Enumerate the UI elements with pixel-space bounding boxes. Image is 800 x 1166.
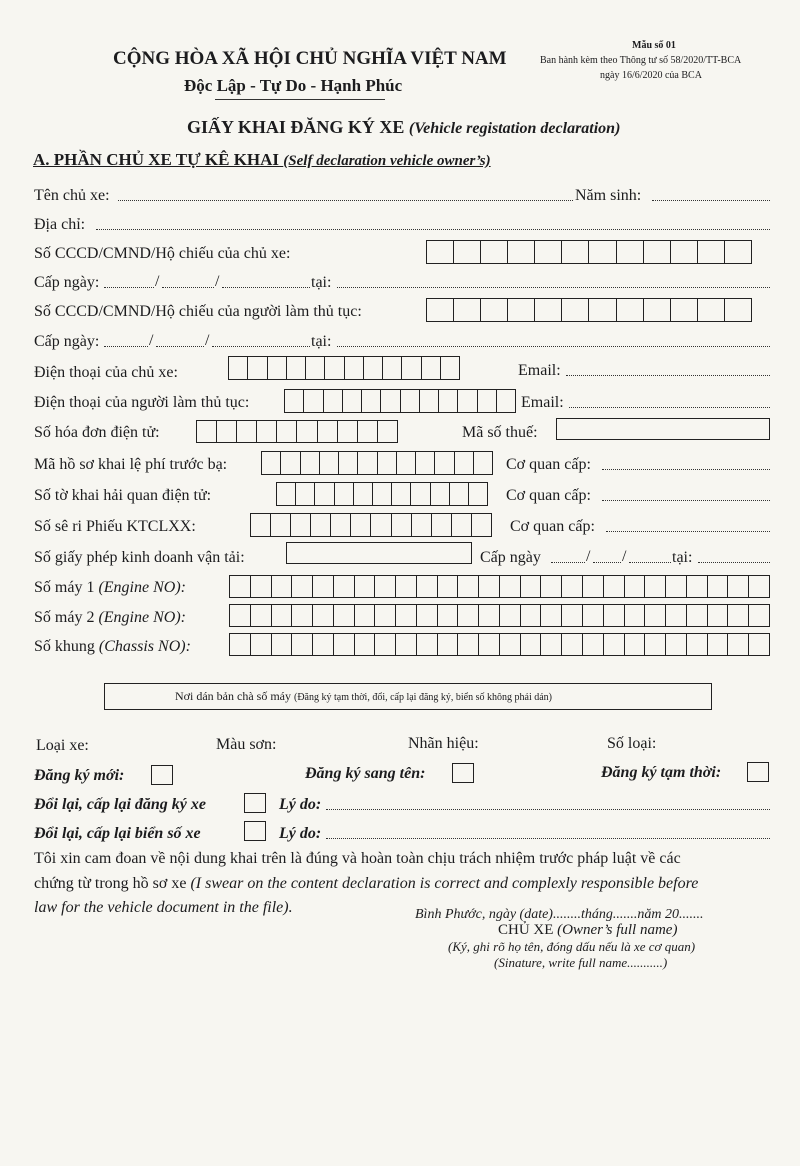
birth-year-label: Năm sinh: [575,187,642,204]
slash-2b: / [205,332,210,349]
section-a-title: A. PHẦN CHỦ XE TỰ KÊ KHAI [33,150,280,169]
issue-place-2-label: tại: [311,333,332,350]
engine-2-cells[interactable] [229,604,770,627]
signature-note-vi: (Ký, ghi rõ họ tên, đóng dấu nếu là xe cơ quan) [448,939,696,954]
issuer-2-label: Cơ quan cấp: [506,487,591,504]
temporary-registration-checkbox[interactable] [747,762,769,782]
chassis-label [34,638,191,656]
transport-license-label: Số giấy phép kinh doanh vận tải: [34,549,245,566]
engine-2-label-en: (Engine NO): [98,609,186,626]
invoice-label: Số hóa đơn điện tử: [34,424,160,441]
owner-name-label: Tên chủ xe: [34,187,110,204]
issuer-1-label: Cơ quan cấp: [506,456,591,473]
tax-code-input[interactable] [556,418,770,440]
form-title [187,117,620,138]
engine-rubbing-note: (Đăng ký tạm thời, đổi, cấp lại đăng ký, biển số không phải dán) [293,692,552,703]
declaration-line-2 [34,875,698,893]
engine-1-cells[interactable] [229,575,770,598]
issue-place-3-field[interactable] [698,562,770,563]
issue-day-2-field[interactable] [104,346,148,347]
ktclxx-label: Số sê ri Phiếu KTCLXX: [34,518,196,535]
declaration-line-2-vi: chứng từ trong hồ sơ xe [34,875,187,892]
reason-1-field[interactable] [326,809,770,810]
engine-rubbing-title: Nơi dán bản chà số máy [175,689,291,703]
slash-3b: / [622,548,627,565]
chassis-label-vi: Số khung [34,638,95,655]
issuer-3-field[interactable] [606,531,770,532]
agent-phone-label: Điện thoại của người làm thủ tục: [34,394,250,411]
fee-code-cells[interactable] [261,451,493,475]
reissue-plate-label: Đổi lại, cấp lại biển số xe [34,825,201,842]
issue-date-2-label: Cấp ngày: [34,333,100,350]
motto-underline [215,99,385,100]
agent-id-label: Số CCCD/CMND/Hộ chiếu của người làm thủ tục: [34,303,362,320]
reissue-plate-checkbox[interactable] [244,821,266,841]
form-issued-date: ngày 16/6/2020 của BCA [600,70,702,81]
issuer-1-field[interactable] [602,469,770,470]
issue-year-3-field[interactable] [629,562,671,563]
chassis-label-en: (Chassis NO): [98,638,191,655]
engine-1-label-vi: Số máy 1 [34,579,95,596]
email-1-label: Email: [518,362,561,379]
owner-phone-label: Điện thoại của chủ xe: [34,364,178,381]
issue-place-3-label: tại: [672,549,693,566]
issue-place-2-field[interactable] [337,346,770,347]
transport-license-input[interactable] [286,542,472,564]
engine-1-label [34,579,186,597]
vehicle-color-label: Màu sơn: [216,736,277,753]
new-registration-label: Đăng ký mới: [34,767,125,784]
declaration-line-2-en: (I swear on the content declaration is correct and complexly responsible before [190,875,699,892]
slash-3a: / [586,548,591,565]
email-2-field[interactable] [569,407,770,408]
slash-2a: / [149,332,154,349]
engine-2-label [34,609,186,627]
slash-1b: / [215,273,220,290]
form-title-en: (Vehicle registation declaration) [408,120,621,137]
customs-cells[interactable] [276,482,488,506]
ktclxx-cells[interactable] [250,513,492,537]
issuer-3-label: Cơ quan cấp: [510,518,595,535]
issue-month-3-field[interactable] [593,562,621,563]
birth-year-field[interactable] [652,200,770,201]
issue-date-3-label: Cấp ngày [480,549,541,566]
signature-note-en: (Sinature, write full name...........) [494,955,668,970]
email-2-label: Email: [521,394,564,411]
owner-id-label: Số CCCD/CMND/Hộ chiếu của chủ xe: [34,245,291,262]
issue-year-2-field[interactable] [212,346,310,347]
reissue-registration-label: Đổi lại, cấp lại đăng ký xe [34,796,206,813]
transfer-registration-label: Đăng ký sang tên: [305,765,426,782]
issue-month-1-field[interactable] [162,287,214,288]
address-label: Địa chỉ: [34,216,86,233]
vehicle-brand-label: Nhãn hiệu: [408,735,479,752]
invoice-cells[interactable] [196,420,398,443]
engine-1-label-en: (Engine NO): [98,579,186,596]
form-number: Mẫu số 01 [632,40,676,51]
address-field[interactable] [96,229,770,230]
country-name: CỘNG HÒA XÃ HỘI CHỦ NGHĨA VIỆT NAM [113,48,507,69]
issue-place-1-field[interactable] [337,287,770,288]
reason-2-label: Lý do: [279,825,322,842]
owner-id-cells[interactable] [426,240,752,264]
form-title-vi: GIẤY KHAI ĐĂNG KÝ XE [187,117,405,137]
vehicle-model-label: Số loại: [607,735,657,752]
signature-owner [498,922,677,939]
owner-name-field[interactable] [118,200,573,201]
declaration-line-1: Tôi xin cam đoan về nội dung khai trên là đúng và hoàn toàn chịu trách nhiệm trước pháp luật về các [34,850,681,867]
signature-owner-en: (Owner’s full name) [557,922,678,938]
chassis-cells[interactable] [229,633,770,656]
signature-owner-vi: CHỦ XE [498,922,554,938]
issue-month-2-field[interactable] [156,346,204,347]
fee-code-label: Mã hồ sơ khai lệ phí trước bạ: [34,456,228,473]
issue-day-1-field[interactable] [104,287,154,288]
transfer-registration-checkbox[interactable] [452,763,474,783]
reason-2-field[interactable] [326,838,770,839]
signature-place-date: Bình Phước, ngày (date)........tháng.......năm 20....... [415,907,704,922]
form-issued-by: Ban hành kèm theo Thông tư số 58/2020/TT-BCA [540,55,742,66]
issue-date-1-label: Cấp ngày: [34,274,100,291]
new-registration-checkbox[interactable] [151,765,173,785]
email-1-field[interactable] [566,375,770,376]
national-motto: Độc Lập - Tự Do - Hạnh Phúc [184,76,403,95]
issue-place-1-label: tại: [311,274,332,291]
temporary-registration-label: Đăng ký tạm thời: [601,764,722,781]
vehicle-type-label: Loại xe: [36,737,89,754]
tax-code-label: Mã số thuế: [462,424,538,441]
owner-phone-cells[interactable] [228,356,460,380]
agent-phone-cells[interactable] [284,389,516,413]
declaration-line-3: law for the vehicle document in the file). [34,899,293,916]
issue-day-3-field[interactable] [551,562,585,563]
issue-year-1-field[interactable] [222,287,310,288]
section-a-heading [33,150,491,170]
section-a-title-en: (Self declaration vehicle owner’s) [283,153,491,169]
customs-label: Số tờ khai hải quan điện tử: [34,487,212,504]
agent-id-cells[interactable] [426,298,752,322]
engine-rubbing-label [175,689,552,704]
slash-1a: / [155,273,160,290]
engine-2-label-vi: Số máy 2 [34,609,95,626]
reason-1-label: Lý do: [279,796,322,813]
reissue-registration-checkbox[interactable] [244,793,266,813]
engine-rubbing-box[interactable] [104,683,712,710]
issuer-2-field[interactable] [602,500,770,501]
